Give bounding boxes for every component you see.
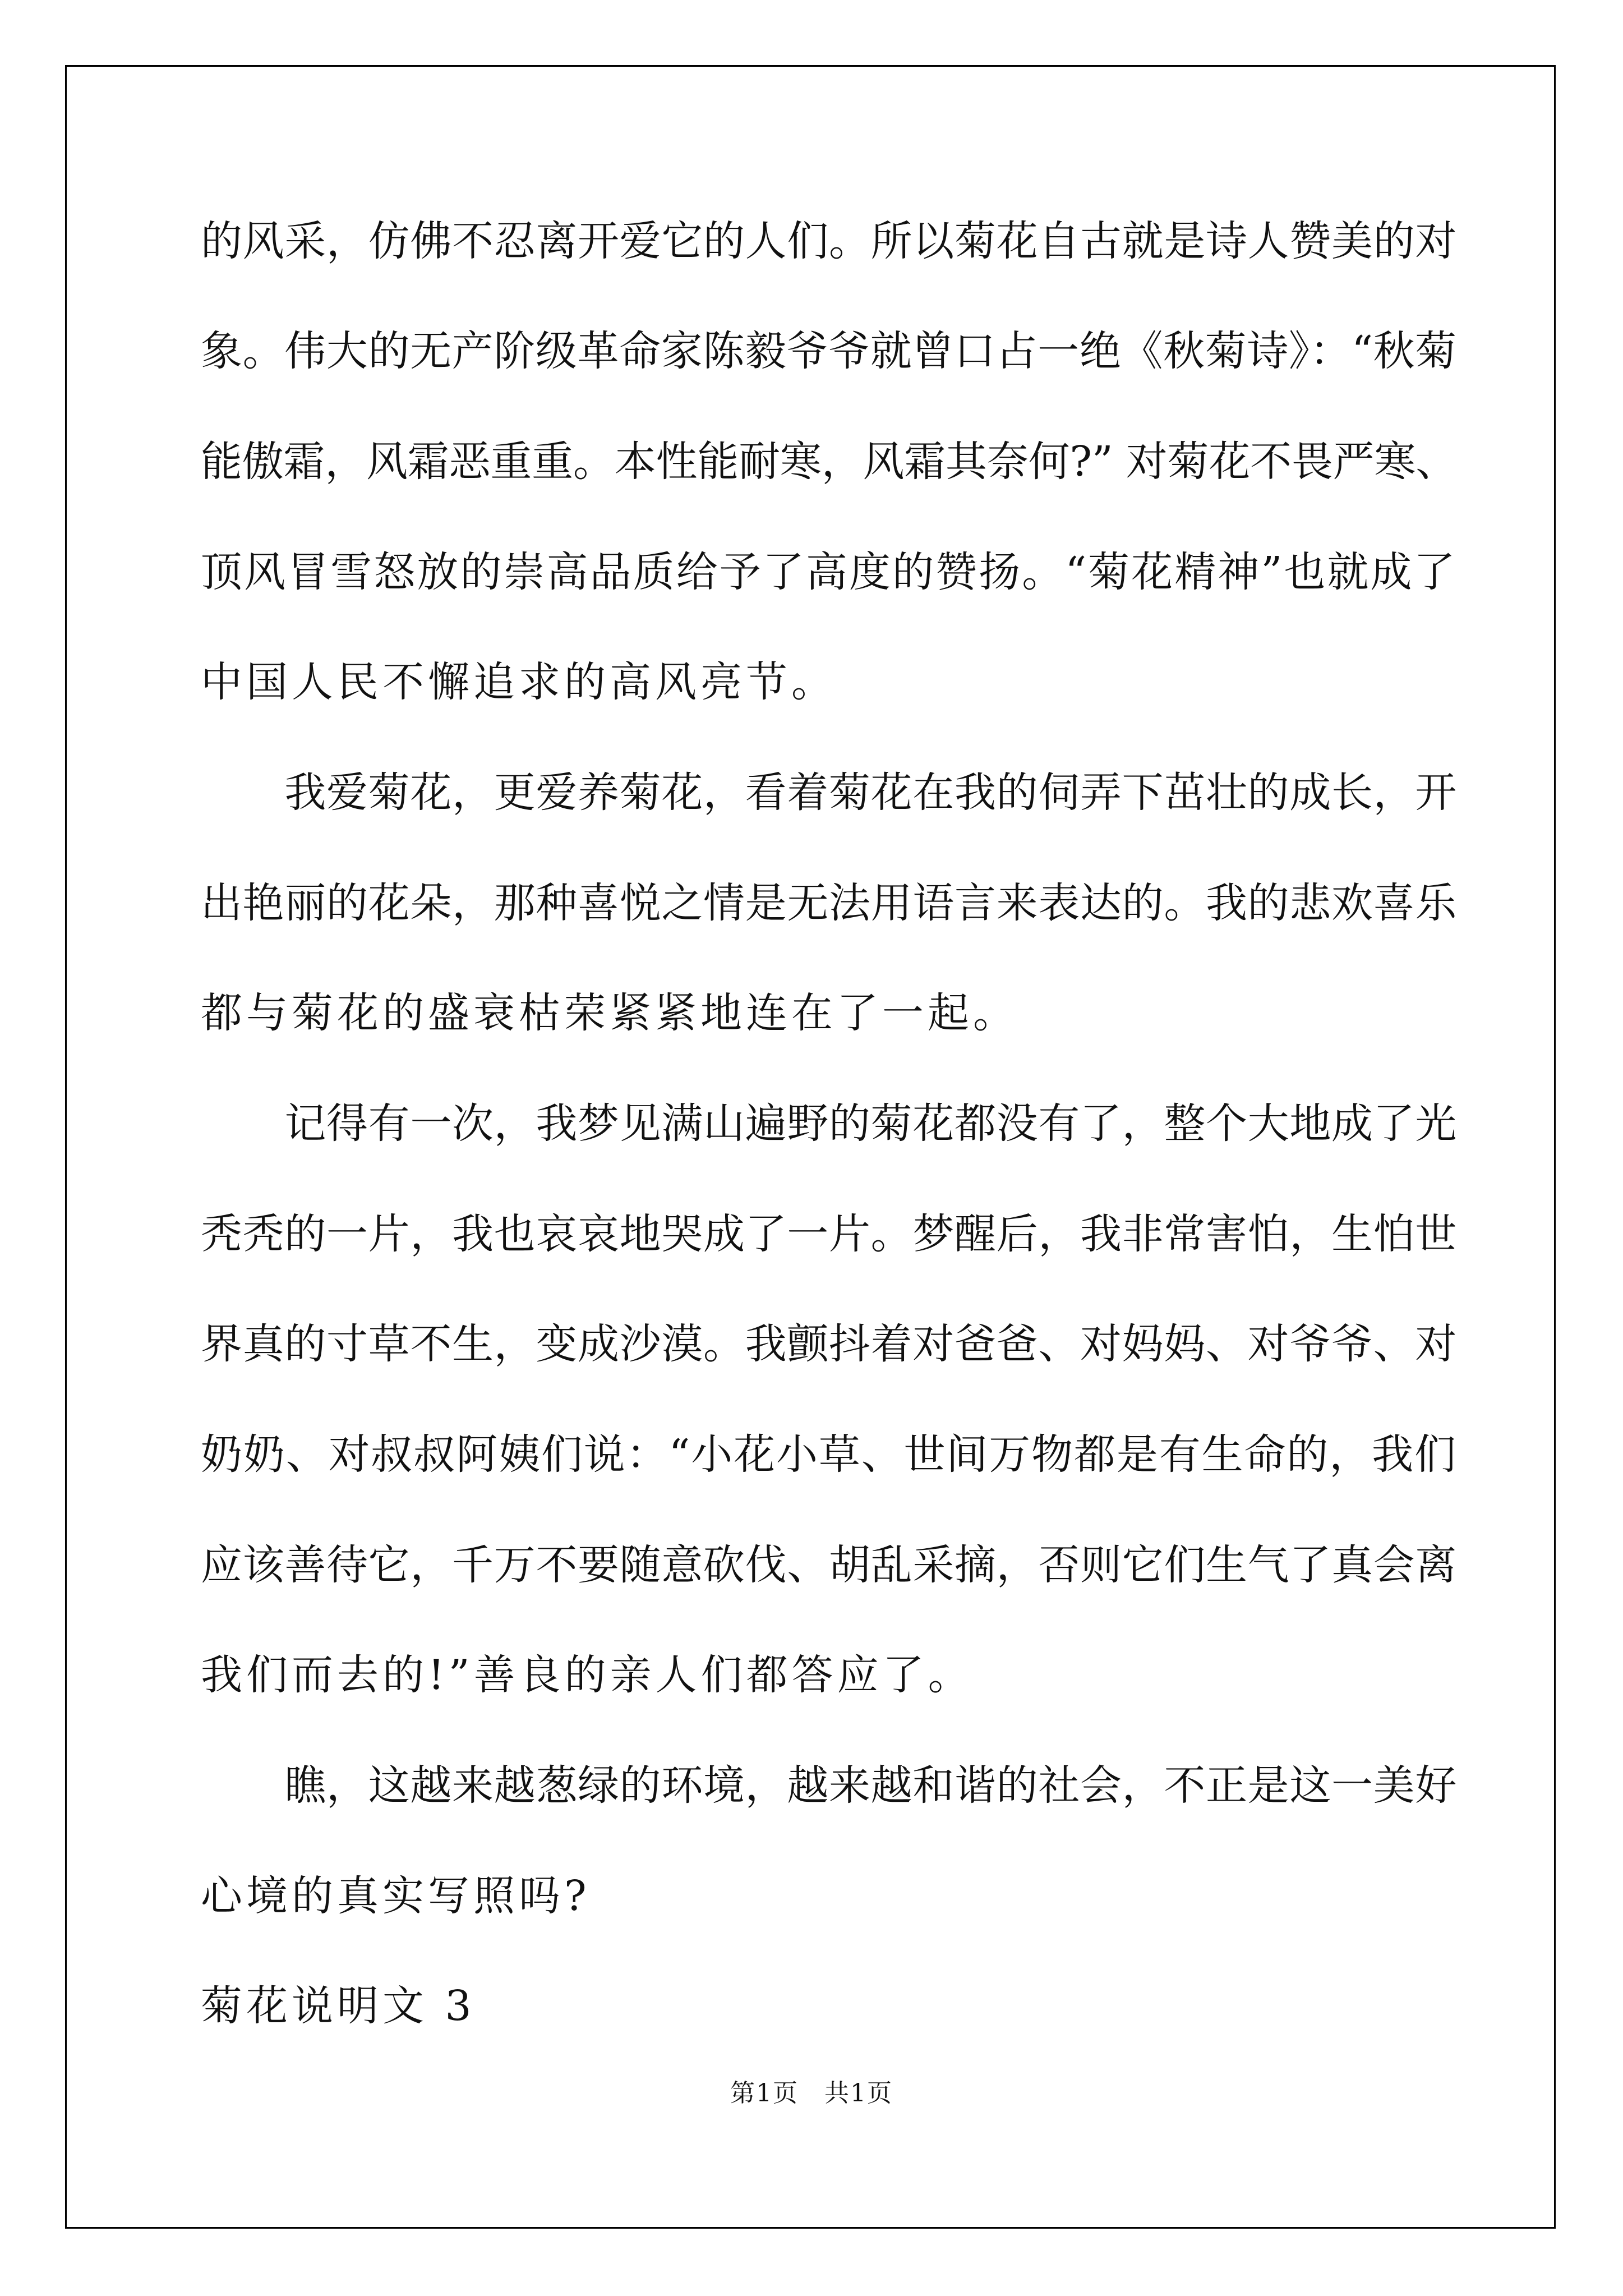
text-line: 秃秃的一片，我也哀哀地哭成了一片。梦醒后，我非常害怕，生怕世 xyxy=(201,1210,1457,1258)
section-heading: 菊花说明文 3 xyxy=(201,1982,476,2030)
text-line: 能傲霜，风霜恶重重。本性能耐寒，风霜其奈何?” 对菊花不畏严寒、 xyxy=(201,438,1458,486)
text-line: 顶风冒雪怒放的崇高品质给予了高度的赞扬。“菊花精神”也就成了 xyxy=(201,548,1457,596)
text-line: 我们而去的!”善良的亲人们都答应了。 xyxy=(201,1651,974,1699)
text-line: 的风采，仿佛不忍离开爱它的人们。所以菊花自古就是诗人赞美的对 xyxy=(201,217,1457,265)
text-line: 瞧，这越来越葱绿的环境，越来越和谐的社会，不正是这一美好 xyxy=(201,1761,1457,1810)
text-line: 心境的真实写照吗? xyxy=(201,1872,591,1920)
text-line: 界真的寸草不生，变成沙漠。我颤抖着对爸爸、对妈妈、对爷爷、对 xyxy=(201,1320,1457,1368)
text-line: 记得有一次，我梦见满山遍野的菊花都没有了，整个大地成了光 xyxy=(201,1099,1457,1148)
text-line: 奶奶、对叔叔阿姨们说：“小花小草、世间万物都是有生命的，我们 xyxy=(201,1430,1457,1479)
text-line: 象。伟大的无产阶级革命家陈毅爷爷就曾口占一绝《秋菊诗》：“秋菊 xyxy=(201,327,1457,375)
page-footer: 第1页 共1页 xyxy=(730,2079,893,2108)
text-line: 都与菊花的盛衰枯荣紧紧地连在了一起。 xyxy=(201,989,1018,1037)
text-line: 我爱菊花，更爱养菊花，看着菊花在我的伺弄下茁壮的成长，开 xyxy=(201,769,1457,817)
text-line: 中国人民不懈追求的高风亮节。 xyxy=(201,658,837,706)
text-line: 出艳丽的花朵，那种喜悦之情是无法用语言来表达的。我的悲欢喜乐 xyxy=(201,879,1457,927)
text-line: 应该善待它，千万不要随意砍伐、胡乱采摘，否则它们生气了真会离 xyxy=(201,1541,1457,1589)
